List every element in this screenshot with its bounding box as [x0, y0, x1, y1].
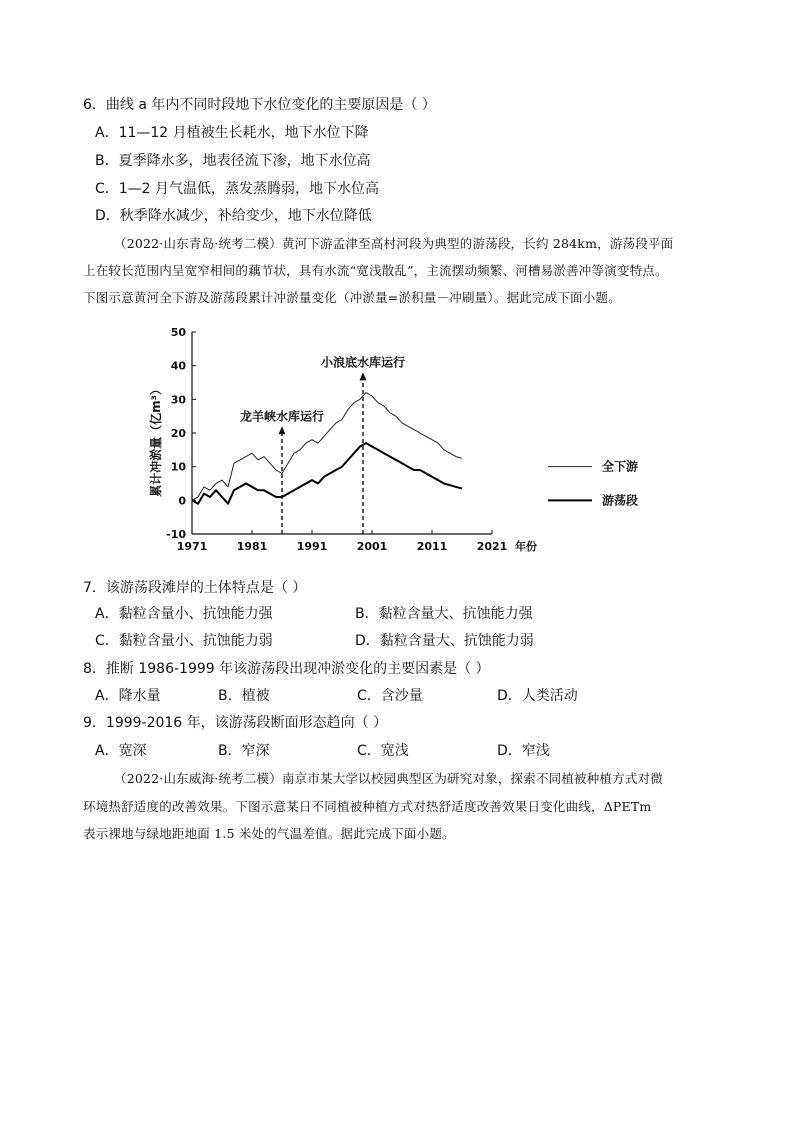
y-axis-label: 累计冲淤量（亿m³）: [149, 383, 163, 497]
legend-label: 全下游: [602, 459, 639, 474]
annotation-arrow: [279, 426, 286, 434]
q6-option-d: D．秋季降水减少，补给变少，地下水位降低: [95, 208, 372, 224]
passage-2-line-1: （2022·山东威海·统考二模）南京市某大学以校园典型区为研究对象，探索不同植被种植方式对微: [114, 771, 663, 786]
y-tick-label: 30: [170, 393, 186, 407]
q6-option-a: A．11—12 月植被生长耗水，地下水位下降: [95, 125, 369, 141]
y-tick-label: 10: [170, 460, 186, 474]
y-tick-label: 20: [170, 427, 186, 440]
question-9-stem: 9．1999-2016 年，该游荡段断面形态趋向（ ）: [83, 715, 388, 731]
passage-1-line-3: 下图示意黄河全下游及游荡段累计冲淤量变化（冲淤量=淤积量－冲刷量）。据此完成下面小题。: [83, 290, 621, 305]
q7-option-d: D．黏粒含量大、抗蚀能力弱: [355, 633, 534, 649]
question-7-stem: 7．该游荡段滩岸的土体特点是（ ）: [83, 580, 307, 596]
x-tick-label: 2021: [476, 540, 508, 553]
q8-option-a: A．降水量: [95, 688, 161, 704]
q6-option-c: C．1—2 月气温低，蒸发蒸腾弱，地下水位高: [95, 181, 380, 197]
annotation-arrow: [360, 372, 367, 380]
q7-option-a: A．黏粒含量小、抗蚀能力强: [95, 606, 273, 622]
x-axis-label: 年份: [515, 540, 537, 553]
annotation-label: 龙羊峡水库运行: [239, 409, 325, 424]
passage-1-line-1: （2022·山东青岛·统考二模）黄河下游孟津至高村河段为典型的游荡段，长约 284km，游荡段平面: [114, 236, 674, 251]
x-tick-label: 1991: [296, 540, 328, 553]
q6-option-b: B．夏季降水多，地表径流下渗，地下水位高: [95, 153, 371, 169]
chart-annotations: [240, 354, 405, 534]
y-tick-label: 40: [170, 359, 186, 373]
x-tick-label: 2011: [416, 540, 448, 553]
q7-option-b: B．黏粒含量大、抗蚀能力强: [355, 606, 533, 622]
x-tick-label: 1981: [236, 540, 268, 553]
x-tick-label: 1971: [176, 540, 208, 553]
passage-2-line-3: 表示裸地与绿地距地面 1.5 米处的气温差值。据此完成下面小题。: [83, 826, 455, 841]
q8-option-b: B．植被: [218, 688, 270, 704]
series-line-2: [192, 443, 462, 504]
y-tick-label: 0: [178, 494, 186, 508]
q9-option-a: A．宽深: [95, 743, 147, 759]
chart-legend: [548, 459, 638, 508]
question-8-stem: 8．推断 1986-1999 年该游荡段出现冲淤变化的主要因素是（ ）: [83, 661, 490, 677]
q8-option-d: D．人类活动: [497, 688, 578, 704]
y-tick-label: 50: [170, 326, 186, 339]
chart-series: [192, 393, 462, 504]
q9-option-b: B．窄深: [218, 743, 270, 759]
annotation-label: 小浪底水库运行: [320, 355, 406, 370]
passage-2-line-2: 环境热舒适度的改善效果。下图示意某日不同植被种植方式对热舒适度改善效果日变化曲线，ΔPETm: [83, 799, 652, 814]
q9-option-c: C．宽浅: [357, 743, 409, 759]
y-tick-label: -10: [166, 528, 186, 541]
x-tick-label: 2001: [356, 540, 388, 553]
sediment-chart: [140, 320, 660, 570]
q8-option-c: C．含沙量: [357, 688, 423, 704]
passage-1-line-2: 上在较长范围内呈宽窄相间的藕节状，具有水流“宽浅散乱”，主流摆动频繁、河槽易淤善冲等演变特点。: [83, 263, 668, 278]
legend-label: 游荡段: [602, 493, 639, 508]
question-6-stem: 6．曲线 a 年内不同时段地下水位变化的主要原因是（ ）: [83, 97, 436, 113]
q7-option-c: C．黏粒含量小、抗蚀能力弱: [95, 633, 273, 649]
series-line-1: [192, 393, 462, 501]
q9-option-d: D．窄浅: [497, 743, 550, 759]
